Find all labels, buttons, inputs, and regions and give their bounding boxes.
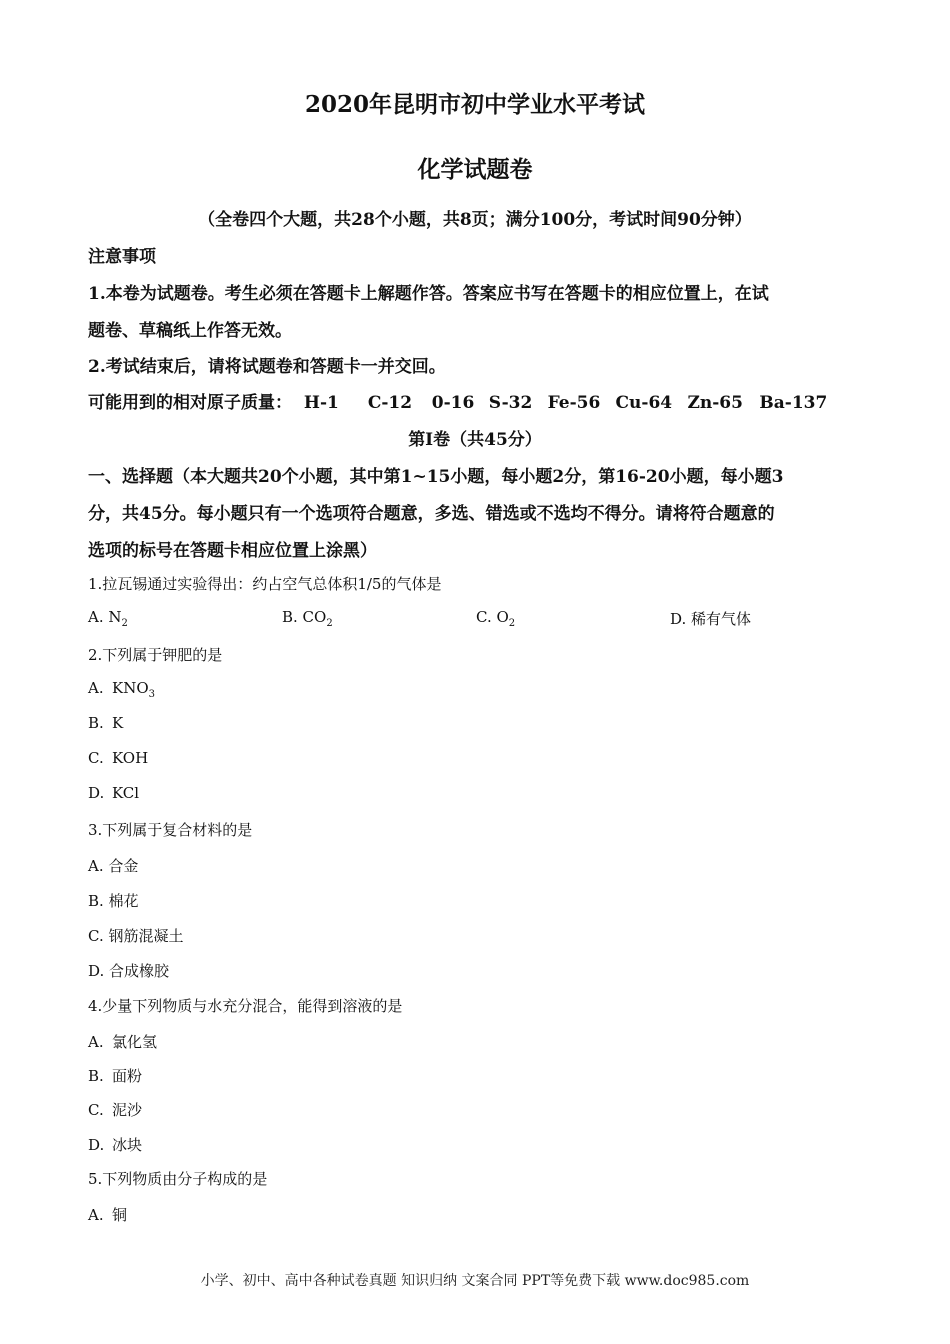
atomic-mass: 0-16 xyxy=(431,393,475,413)
section-instructions-line-2: 分，共45分。每小题只有一个选项符合题意，多选、错选或不选均不得分。请将符合题意的 xyxy=(88,504,775,524)
question-1-option-d: D. 稀有气体 xyxy=(670,610,752,628)
exam-title: 2020年昆明市初中学业水平考试 xyxy=(304,91,645,118)
question-4-option-a: A. 氯化氢 xyxy=(88,1033,158,1051)
notice-item-1-line-2: 题卷、草稿纸上作答无效。 xyxy=(88,321,292,341)
notice-item-2: 2.考试结束后，请将试题卷和答题卡一并交回。 xyxy=(88,357,446,377)
question-3-option-c: C. 钢筋混凝土 xyxy=(88,927,184,945)
question-3-option-a: A. 合金 xyxy=(88,857,139,875)
question-5-option-a: A. 铜 xyxy=(88,1206,128,1224)
question-2-option-b: B. K xyxy=(88,714,124,732)
atomic-masses-label: 可能用到的相对原子质量： xyxy=(88,393,292,413)
atomic-mass: Ba-137 xyxy=(759,393,828,413)
question-4-option-c: C. 泥沙 xyxy=(88,1101,143,1119)
question-1-option-a: A. $N_2$ xyxy=(88,608,128,629)
atomic-mass: S-32 xyxy=(488,393,533,413)
section-instructions-line-1: 一、选择题（本大题共20个小题，其中第1~15小题，每小题2分，第16-20小题，每小题3 xyxy=(88,467,784,487)
part-1-title: 第Ⅰ卷（共45分） xyxy=(408,430,542,450)
notice-item-1-line-1: 1.本卷为试题卷。考生必须在答题卡上解题作答。答案应书写在答题卡的相应位置上，在试 xyxy=(88,284,769,304)
question-1-option-b: B. $CO_2$ xyxy=(282,608,333,629)
question-1-option-c: C. $O_2$ xyxy=(476,608,516,629)
question-3-option-d: D. 合成橡胶 xyxy=(88,962,170,980)
page-footer: 小学、初中、高中各种试卷真题 知识归纳 文案合同 PPT等免费下载 www.doc985.com xyxy=(200,1273,750,1289)
question-2-stem: 2.下列属于钾肥的是 xyxy=(88,646,223,664)
question-3-option-b: B. 棉花 xyxy=(88,892,139,910)
exam-scope: （全卷四个大题，共28个小题，共8页；满分100分，考试时间90分钟） xyxy=(198,210,752,230)
notice-heading: 注意事项 xyxy=(88,247,156,267)
question-4-option-b: B. 面粉 xyxy=(88,1067,143,1085)
atomic-mass: Cu-64 xyxy=(615,393,673,413)
atomic-mass: Zn-65 xyxy=(687,393,743,413)
question-1-stem: 1.拉瓦锡通过实验得出：约占空气总体积1/5的气体是 xyxy=(88,575,442,593)
exam-subtitle: 化学试题卷 xyxy=(417,156,533,183)
question-4-stem: 4.少量下列物质与水充分混合，能得到溶液的是 xyxy=(88,997,403,1015)
question-2-option-d: D. KCl xyxy=(88,784,140,802)
question-3-stem: 3.下列属于复合材料的是 xyxy=(88,821,253,839)
atomic-mass: C-12 xyxy=(367,393,413,413)
atomic-mass: Fe-56 xyxy=(547,393,601,413)
question-5-stem: 5.下列物质由分子构成的是 xyxy=(88,1170,268,1188)
question-4-option-d: D. 冰块 xyxy=(88,1136,143,1154)
question-2-option-a: A. $KNO_3$ xyxy=(88,679,156,700)
atomic-masses xyxy=(88,388,827,413)
question-2-option-c: C. KOH xyxy=(88,749,149,767)
section-instructions-line-3: 选项的标号在答题卡相应位置上涂黑） xyxy=(88,541,377,561)
atomic-mass: H-1 xyxy=(303,393,339,413)
